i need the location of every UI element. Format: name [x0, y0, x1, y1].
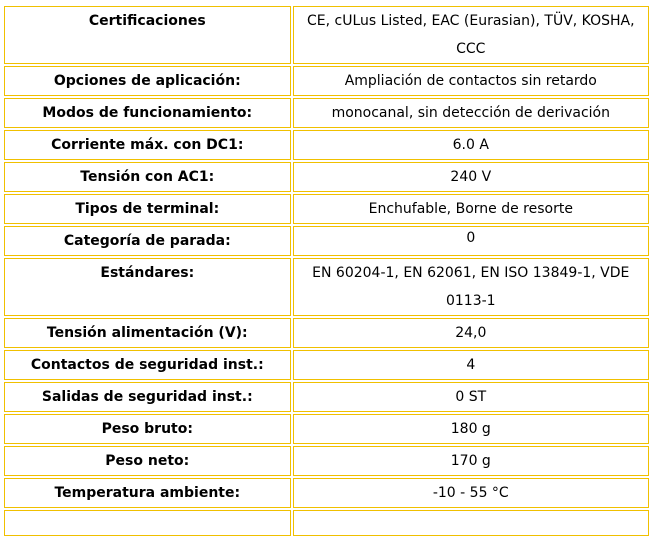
spec-value: Ampliación de contactos sin retardo [293, 66, 649, 96]
spec-label: Salidas de seguridad inst.: [4, 382, 291, 412]
table-row [4, 478, 649, 508]
spec-value: 180 g [293, 414, 649, 444]
spec-value: monocanal, sin detección de derivación [293, 98, 649, 128]
spec-label: Peso bruto: [4, 414, 291, 444]
table-row [4, 414, 649, 444]
spec-label: Tipos de terminal: [4, 194, 291, 224]
specifications-table [2, 4, 651, 538]
spec-label: Peso neto: [4, 446, 291, 476]
table-row [4, 226, 649, 256]
spec-label: Tensión con AC1: [4, 162, 291, 192]
spec-value: 6.0 A [293, 130, 649, 160]
spec-value: EN 60204-1, EN 62061, EN ISO 13849-1, VDE 0113-1 [293, 258, 649, 316]
spec-label: Contactos de seguridad inst.: [4, 350, 291, 380]
table-row [4, 162, 649, 192]
spec-value-empty [293, 510, 649, 536]
spec-value: 170 g [293, 446, 649, 476]
spec-label: Corriente máx. con DC1: [4, 130, 291, 160]
table-row [4, 510, 649, 536]
table-row [4, 382, 649, 412]
spec-label-empty [4, 510, 291, 536]
table-row [4, 6, 649, 64]
table-row [4, 130, 649, 160]
table-row [4, 194, 649, 224]
spec-label: Modos de funcionamiento: [4, 98, 291, 128]
spec-label: Opciones de aplicación: [4, 66, 291, 96]
table-row [4, 350, 649, 380]
spec-label: Temperatura ambiente: [4, 478, 291, 508]
spec-value: 0 ST [293, 382, 649, 412]
spec-value: -10 - 55 °C [293, 478, 649, 508]
spec-label: Certificaciones [4, 6, 291, 64]
spec-label: Tensión alimentación (V): [4, 318, 291, 348]
spec-value: CE, cULus Listed, EAC (Eurasian), TÜV, KOSHA, CCC [293, 6, 649, 64]
table-row [4, 318, 649, 348]
table-row [4, 258, 649, 316]
spec-value: Enchufable, Borne de resorte [293, 194, 649, 224]
table-row [4, 446, 649, 476]
spec-value: 4 [293, 350, 649, 380]
spec-label: Categoría de parada: [4, 226, 291, 256]
spec-value: 0 [293, 226, 649, 256]
spec-label: Estándares: [4, 258, 291, 316]
table-row [4, 66, 649, 96]
table-row [4, 98, 649, 128]
spec-value: 240 V [293, 162, 649, 192]
spec-value: 24,0 [293, 318, 649, 348]
